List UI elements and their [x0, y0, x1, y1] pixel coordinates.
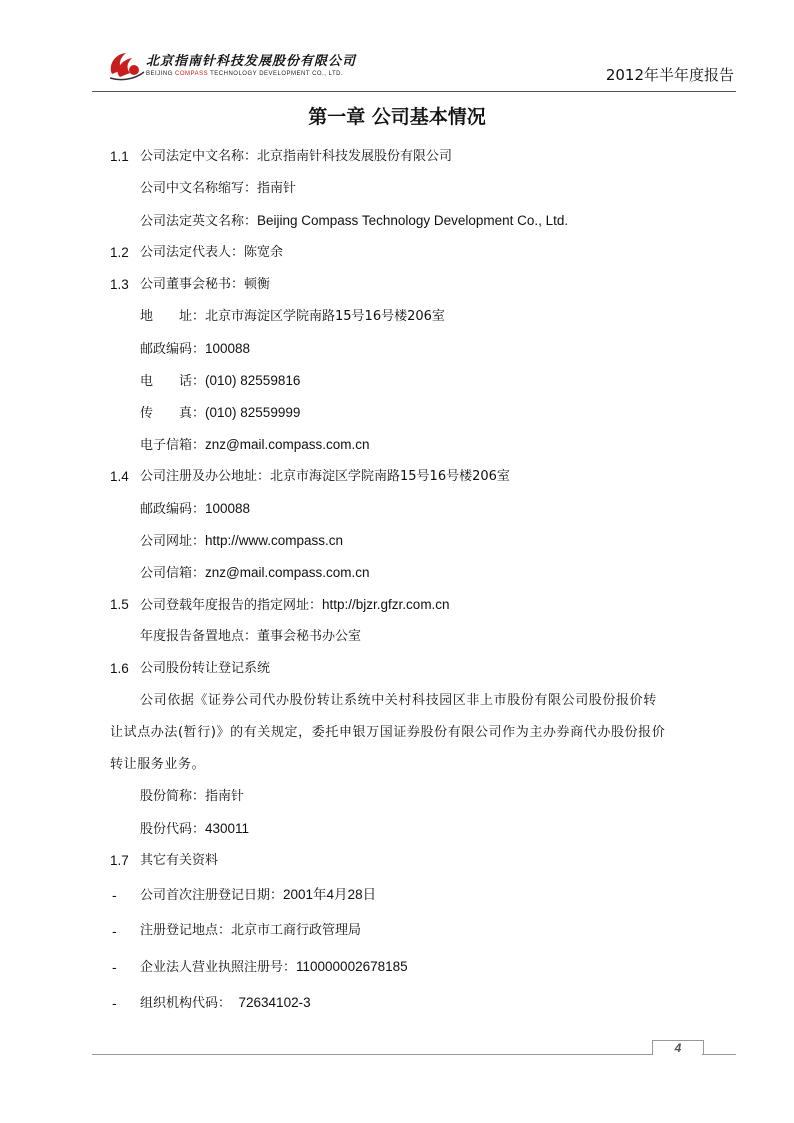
field-label: 电 话：	[140, 374, 206, 389]
bullet-dash: -	[112, 961, 117, 976]
field-value: 顿衡	[244, 277, 271, 292]
company-en-prefix: BEIJING	[146, 71, 176, 77]
field-value: 72634102-3	[231, 995, 311, 1010]
report-place-row	[140, 628, 361, 646]
address-row	[140, 308, 445, 326]
field-value: http://www.compass.cn	[205, 533, 344, 548]
list-item	[140, 886, 376, 905]
section-number: 1.1	[110, 149, 129, 164]
field-value: znz@mail.compass.com.cn	[205, 565, 370, 580]
field-label: 公司法定中文名称：	[140, 149, 258, 164]
company-en-suffix: TECHNOLOGY DEVELOPMENT CO., LTD.	[208, 71, 344, 77]
bullet-dash: -	[112, 925, 117, 940]
field-value: (010) 82559999	[205, 405, 301, 420]
field-label: 公司信箱：	[140, 566, 206, 581]
header-rule	[92, 91, 736, 92]
list-item	[140, 922, 361, 940]
field-label: 地 址：	[140, 309, 206, 324]
field-value: 董事会秘书办公室	[257, 629, 362, 644]
company-name-cn: 北京指南针科技发展股份有限公司	[146, 54, 357, 69]
field-label: 组织机构代码：	[140, 996, 232, 1011]
chapter-title: 第一章 公司基本情况	[308, 106, 486, 128]
stock-name-row	[140, 788, 244, 806]
field-label: 邮政编码：	[140, 342, 206, 357]
field-value: 指南针	[257, 181, 297, 196]
field-value: 北京指南针科技发展股份有限公司	[257, 149, 453, 164]
legal-name-cn-row	[140, 148, 452, 166]
field-label: 股份代码：	[140, 822, 206, 837]
paragraph-line: 公司依据《证券公司代办股份转让系统中关村科技园区非上市股份有限公司股份报价转	[140, 693, 657, 708]
list-item	[140, 958, 408, 977]
section-heading: 其它有关资料	[140, 853, 219, 868]
section-number: 1.7	[110, 853, 129, 868]
field-label: 邮政编码：	[140, 502, 206, 517]
field-label: 公司首次注册登记日期：	[140, 888, 284, 903]
footer-rule-left	[92, 1054, 652, 1055]
page-number-box	[652, 1040, 704, 1055]
field-label: 企业法人营业执照注册号：	[140, 960, 297, 975]
field-value: 430011	[205, 821, 250, 836]
zip-row	[140, 340, 250, 359]
field-value: 北京市海淀区学院南路15号16号楼206室	[205, 309, 445, 324]
field-value: 2001年4月28日	[283, 887, 377, 902]
office-address-row	[140, 468, 510, 486]
field-label: 年度报告备置地点：	[140, 629, 258, 644]
field-label: 公司法定代表人：	[140, 245, 245, 260]
company-en-highlight: COMPASS	[175, 71, 209, 77]
company-email-row	[140, 564, 370, 583]
field-value: 100088	[205, 501, 251, 516]
field-label: 股份简称：	[140, 789, 206, 804]
legal-name-en-row	[140, 212, 568, 231]
field-value: http://bjzr.gfzr.com.cn	[322, 597, 450, 612]
bullet-dash: -	[112, 889, 117, 904]
website-row	[140, 532, 343, 551]
field-label: 公司登载年度报告的指定网址：	[140, 598, 323, 613]
section-number: 1.4	[110, 469, 129, 484]
stock-code-row	[140, 820, 249, 839]
field-label: 传 真：	[140, 406, 206, 421]
field-label: 公司中文名称缩写：	[140, 181, 258, 196]
field-value: 陈宽余	[244, 245, 284, 260]
field-label: 公司注册及办公地址：	[140, 469, 271, 484]
report-url-row	[140, 596, 450, 615]
field-label: 公司董事会秘书：	[140, 277, 245, 292]
fax-row	[140, 404, 300, 423]
list-item	[140, 994, 311, 1013]
field-label: 公司网址：	[140, 534, 206, 549]
company-name-en	[146, 71, 343, 77]
legal-rep-row	[140, 244, 283, 262]
page-number: 4	[674, 1041, 682, 1055]
section-number: 1.6	[110, 661, 129, 676]
page-header	[92, 44, 736, 92]
abbr-name-row	[140, 180, 296, 198]
section-number: 1.2	[110, 245, 129, 260]
section-number: 1.5	[110, 597, 129, 612]
field-label: 电子信箱：	[140, 438, 206, 453]
email-row	[140, 436, 370, 455]
paragraph-line: 转让服务业务。	[110, 757, 206, 772]
company-logo-icon	[106, 48, 146, 82]
field-value: 指南针	[205, 789, 245, 804]
board-secretary-row	[140, 276, 270, 294]
section-number: 1.3	[110, 277, 129, 292]
field-label: 注册登记地点：	[140, 923, 232, 938]
field-value: 100088	[205, 341, 251, 356]
field-value: (010) 82559816	[205, 373, 301, 388]
field-value: 110000002678185	[296, 959, 408, 974]
field-value: 北京市工商行政管理局	[231, 923, 362, 938]
field-value: znz@mail.compass.com.cn	[205, 437, 370, 452]
field-value: 北京市海淀区学院南路15号16号楼206室	[270, 469, 510, 484]
phone-row	[140, 372, 300, 391]
field-label: 公司法定英文名称：	[140, 214, 258, 229]
report-title: 2012年半年度报告	[605, 66, 734, 84]
zip-row	[140, 500, 250, 519]
section-heading: 公司股份转让登记系统	[140, 661, 271, 676]
paragraph-line: 让试点办法(暂行)》的有关规定，委托申银万国证券股份有限公司作为主办券商代办股份报价	[110, 725, 666, 740]
footer-rule-right	[702, 1054, 736, 1055]
field-value: Beijing Compass Technology Development Co., Ltd.	[257, 213, 569, 228]
bullet-dash: -	[112, 997, 117, 1012]
